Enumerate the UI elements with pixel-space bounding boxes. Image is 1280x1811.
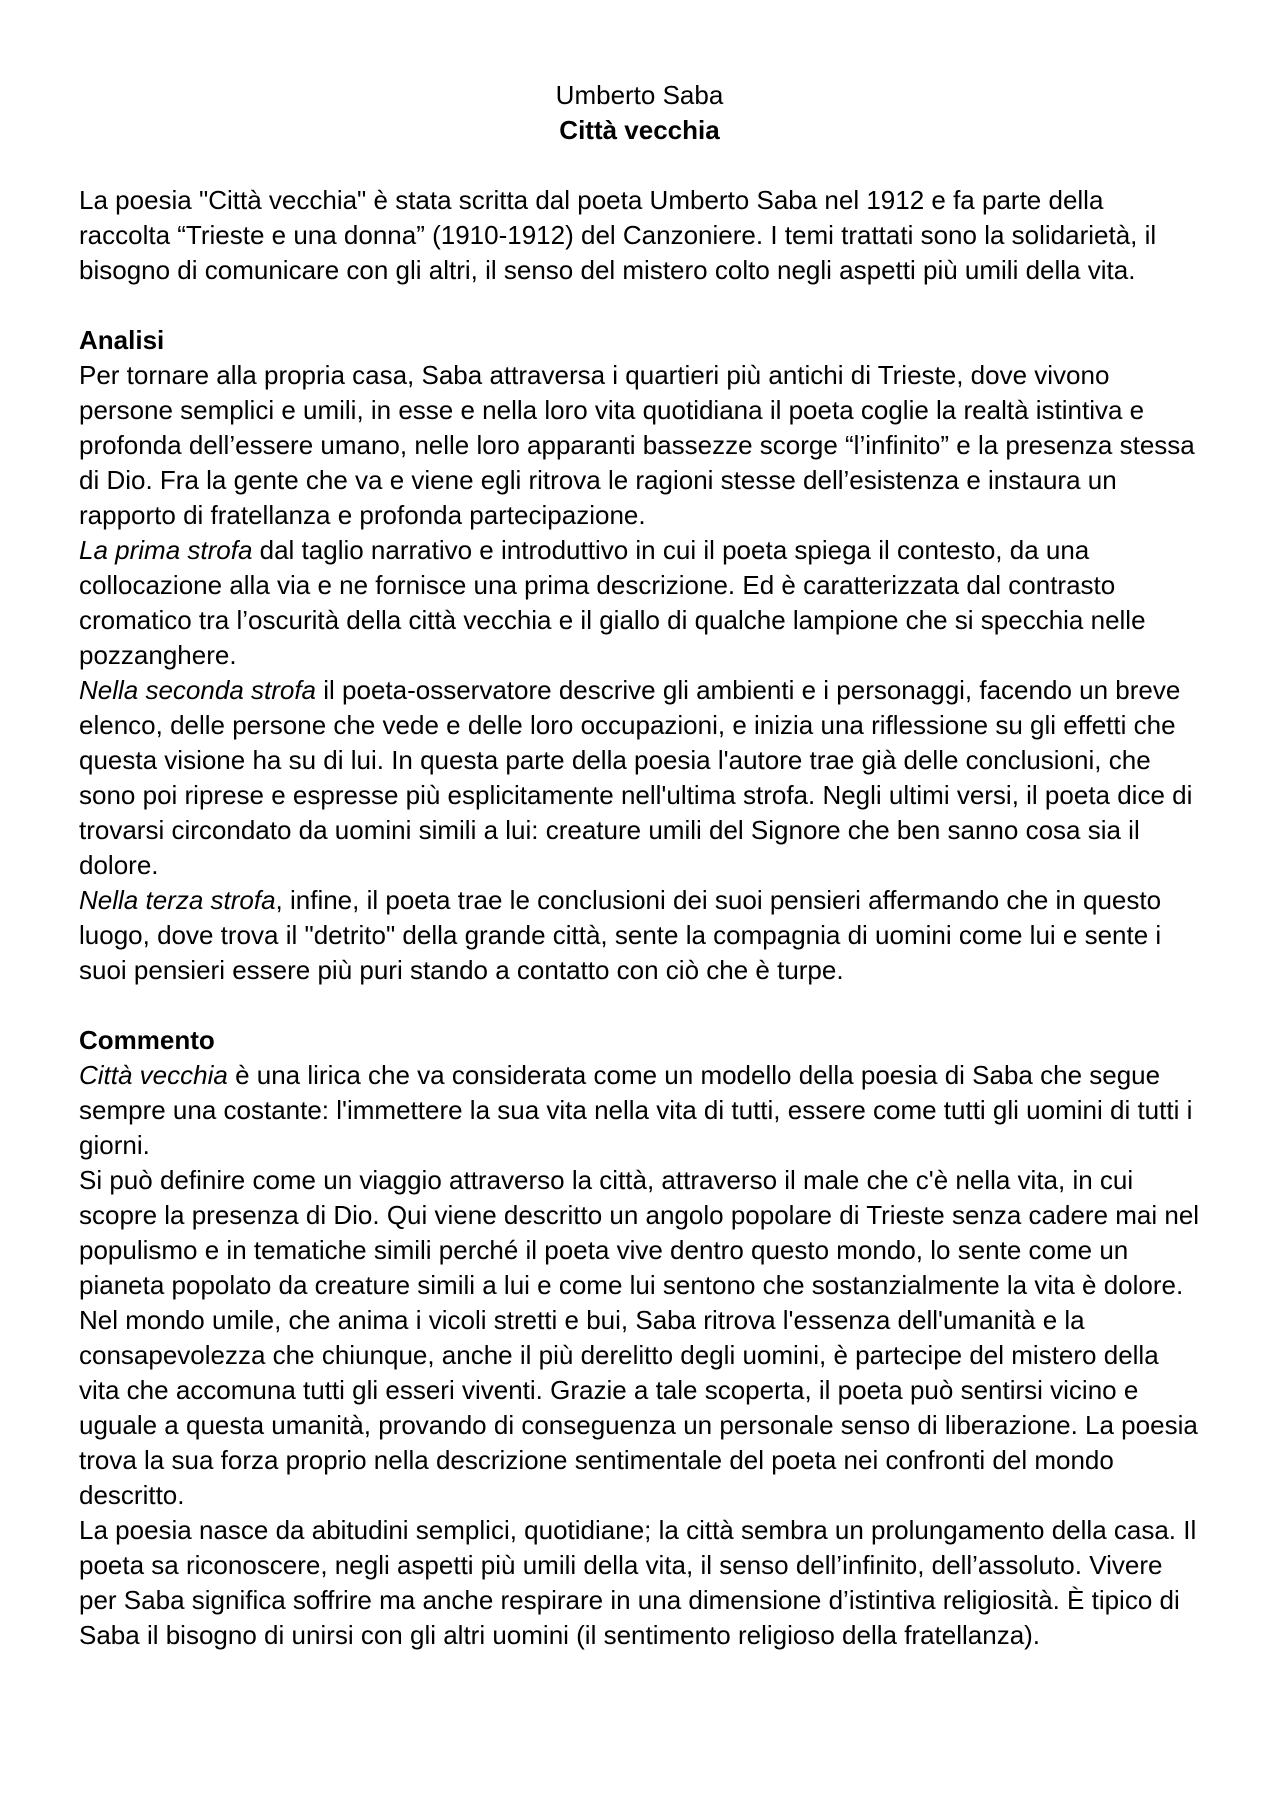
- seconda-strofa-label: Nella seconda strofa: [79, 675, 317, 705]
- analisi-paragraph-2: La prima strofa dal taglio narrativo e introduttivo in cui il poeta spiega il contesto, da una collocazione alla via e ne fornisce una prima descrizione. Ed è caratterizzata dal contrasto cromatico tra l’oscurità della città vecchia e il giallo di qualche lampione che si specchia nelle pozzanghere.: [79, 535, 1146, 670]
- commento-heading: Commento: [79, 1025, 215, 1055]
- analisi-paragraph-3: Nella seconda strofa il poeta-osservatore descrive gli ambienti e i personaggi, facendo un breve elenco, delle persone che vede e delle loro occupazioni, e inizia una riflessione su gli effetti che questa visione ha su di lui. In questa parte della poesia l'autore trae già delle conclusioni, che sono poi riprese e espresse più esplicitamente nell'ultima strofa. Negli ultimi versi, il poeta dice di trovarsi circondato da uomini simili a lui: creature umili del Signore che ben sanno cosa sia il dolore.: [79, 675, 1193, 880]
- commento-paragraph-3: La poesia nasce da abitudini semplici, quotidiane; la città sembra un prolungamento della casa. Il poeta sa riconoscere, negli aspetti più umili della vita, il senso dell’infinito, dell’assoluto. Vivere per Saba significa soffrire ma anche respirare in una dimensione d’istintiva religiosità. È tipico di Saba il bisogno di unirsi con gli altri uomini (il sentimento religioso della fratellanza).: [79, 1515, 1197, 1650]
- document-title: Città vecchia: [559, 115, 720, 145]
- prima-strofa-label: La prima strofa: [79, 535, 253, 565]
- terza-strofa-label: Nella terza strofa: [79, 885, 276, 915]
- analisi-heading: Analisi: [79, 325, 165, 355]
- analisi-paragraph-4: Nella terza strofa, infine, il poeta trae le conclusioni dei suoi pensieri affermando che in questo luogo, dove trova il "detrito" della grande città, sente la compagnia di uomini come lui e sente i suoi pensieri essere più puri stando a contatto con ciò che è turpe.: [79, 885, 1162, 985]
- poem-title-inline: Città vecchia: [79, 1060, 228, 1090]
- commento-paragraph-2: Si può definire come un viaggio attraverso la città, attraverso il male che c'è nella vita, in cui scopre la presenza di Dio. Qui viene descritto un angolo popolare di Trieste senza cadere mai nel populismo e in tematiche simili perché il poeta vive dentro questo mondo, lo sente come un pianeta popolato da creature simili a lui e come lui sentono che sostanzialmente la vita è dolore. Nel mondo umile, che anima i vicoli stretti e bui, Saba ritrova l'essenza dell'umanità e la consapevolezza che chiunque, anche il più derelitto degli uomini, è partecipe del mistero della vita che accomuna tutti gli esseri viventi. Grazie a tale scoperta, il poeta può sentirsi vicino e uguale a questa umanità, provando di conseguenza un personale senso di liberazione. La poesia trova la sua forza proprio nella descrizione sentimentale del poeta nei confronti del mondo descritto.: [79, 1165, 1200, 1510]
- intro-paragraph: La poesia "Città vecchia" è stata scritta dal poeta Umberto Saba nel 1912 e fa parte della raccolta “Trieste e una donna” (1910-1912) del Canzoniere. I temi trattati sono la solidarietà, il bisogno di comunicare con gli altri, il senso del mistero colto negli aspetti più umili della vita.: [79, 185, 1157, 285]
- document-header: [79, 78, 1200, 148]
- commento-paragraph-1: Città vecchia è una lirica che va considerata come un modello della poesia di Saba che segue sempre una costante: l'immettere la sua vita nella vita di tutti, essere come tutti gli uomini di tutti i giorni.: [79, 1060, 1193, 1160]
- analisi-paragraph-1: Per tornare alla propria casa, Saba attraversa i quartieri più antichi di Trieste, dove vivono persone semplici e umili, in esse e nella loro vita quotidiana il poeta coglie la realtà istintiva e profonda dell’essere umano, nelle loro apparanti bassezze scorge “l’infinito” e la presenza stessa di Dio. Fra la gente che va e viene egli ritrova le ragioni stesse dell’esistenza e instaura un rapporto di fratellanza e profonda partecipazione.: [79, 360, 1195, 530]
- author-name: Umberto Saba: [555, 80, 724, 110]
